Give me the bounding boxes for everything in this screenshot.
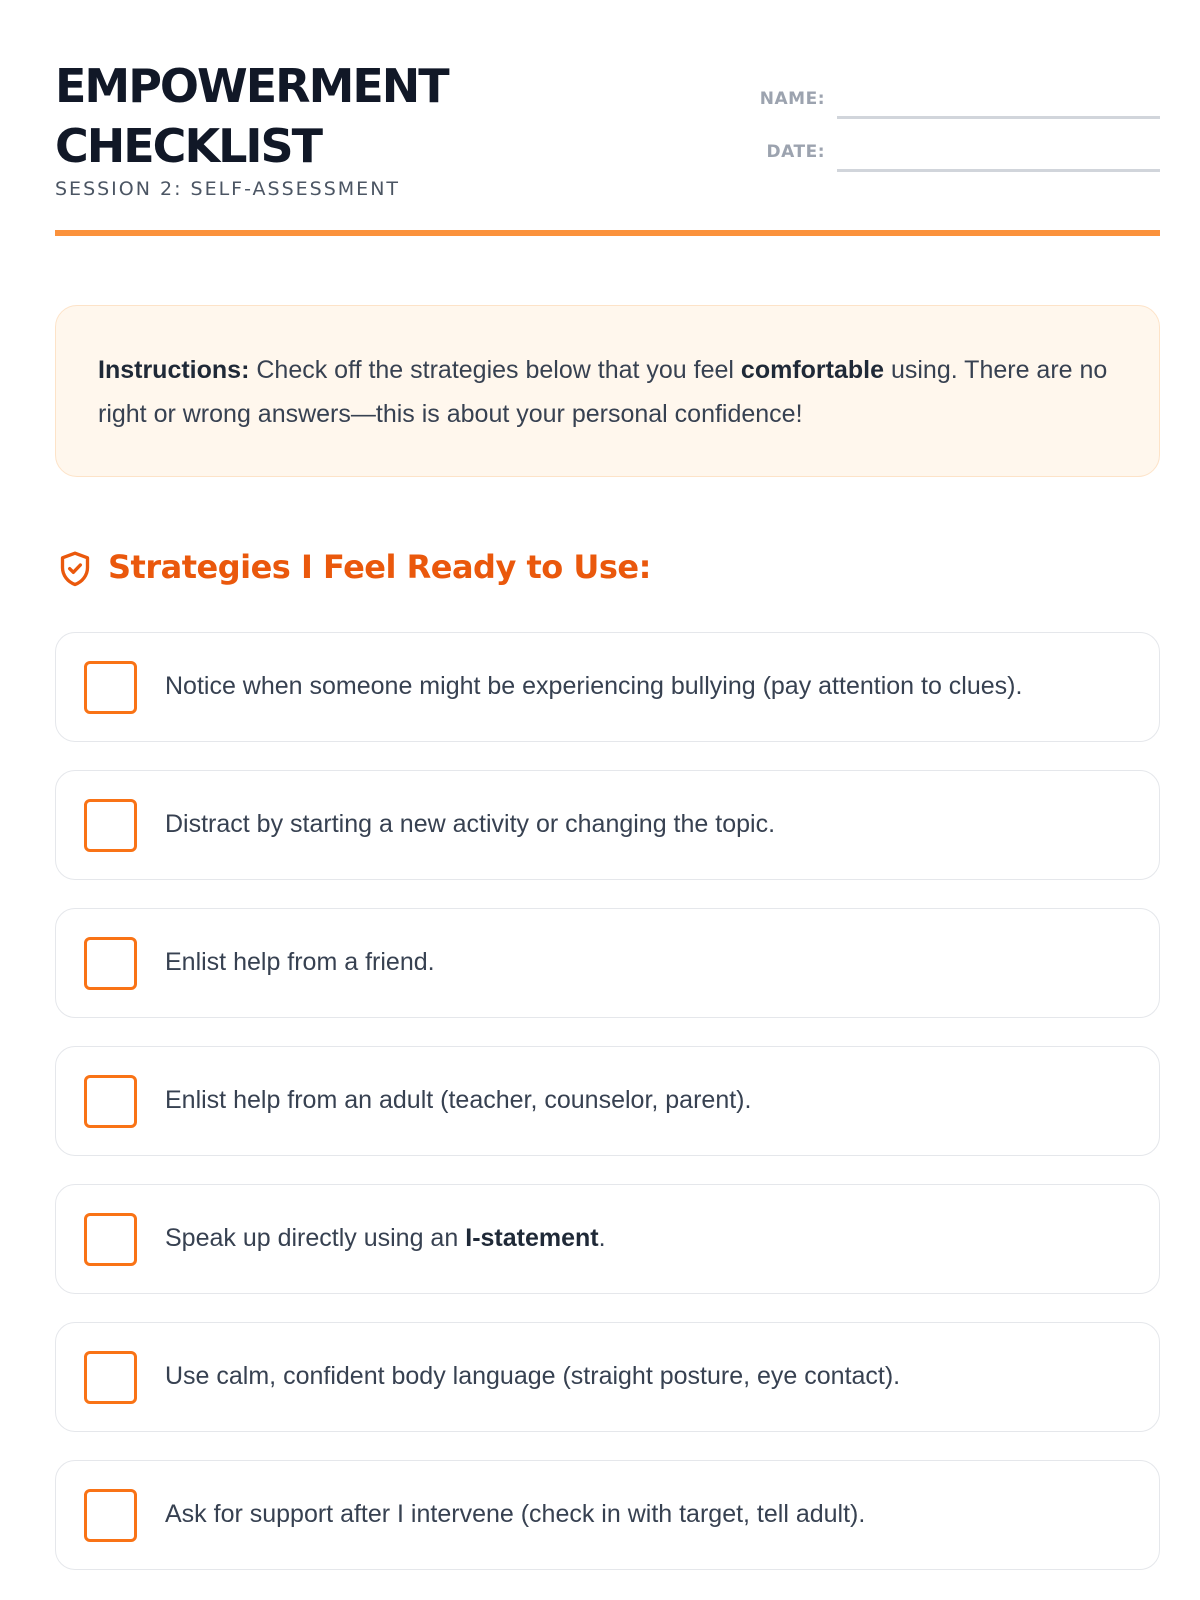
- name-field-row: [740, 86, 1160, 122]
- item-label: Notice when someone might be experiencing bullying (pay attention to clues).: [165, 672, 1023, 700]
- shield-check-icon: [55, 549, 95, 589]
- date-field-row: [740, 139, 1160, 175]
- item-label-bold: I-statement: [465, 1224, 599, 1252]
- instructions-text-before: Check off the strategies below that you feel: [256, 356, 734, 384]
- title-line-2: CHECKLIST: [55, 119, 322, 173]
- item-label: Use calm, confident body language (straight posture, eye contact).: [165, 1362, 901, 1390]
- date-label: DATE:: [766, 142, 825, 162]
- checklist-item-text: [165, 1047, 1129, 1154]
- checkbox[interactable]: [84, 937, 137, 990]
- page-title: [55, 56, 615, 176]
- date-field[interactable]: [837, 169, 1160, 172]
- checklist-item-text: [165, 1185, 1129, 1292]
- checklist-item: [55, 1046, 1160, 1156]
- instructions-label: Instructions:: [98, 356, 250, 384]
- checklist-item: [55, 632, 1160, 742]
- name-label: NAME:: [759, 89, 825, 109]
- checklist-item: [55, 908, 1160, 1018]
- title-line-1: EMPOWERMENT: [55, 59, 448, 113]
- session-subtitle: SESSION 2: SELF-ASSESSMENT: [55, 178, 401, 200]
- instructions-panel: [55, 305, 1160, 477]
- checkbox[interactable]: [84, 1075, 137, 1128]
- checklist-item-text: [165, 771, 1129, 878]
- item-label: Enlist help from a friend.: [165, 948, 435, 976]
- checkbox[interactable]: [84, 661, 137, 714]
- item-label-suffix: .: [598, 1224, 606, 1252]
- section-title: Strategies I Feel Ready to Use:: [108, 548, 651, 586]
- checklist-item-text: [165, 633, 1129, 740]
- checkbox[interactable]: [84, 1489, 137, 1542]
- instructions-text-after: using. There are no right or wrong answers—this is about your personal confidence!: [98, 356, 1108, 428]
- header-divider: [55, 230, 1160, 236]
- strategy-checklist: [55, 632, 1160, 1598]
- worksheet-header: [55, 56, 1160, 236]
- checklist-item-text: [165, 1323, 1129, 1430]
- checklist-item-text: [165, 909, 1129, 1016]
- item-label: Enlist help from an adult (teacher, counselor, parent).: [165, 1086, 752, 1114]
- checkbox[interactable]: [84, 799, 137, 852]
- checkbox[interactable]: [84, 1213, 137, 1266]
- checkbox[interactable]: [84, 1351, 137, 1404]
- instructions-emphasis: comfortable: [740, 356, 885, 384]
- section-heading: [55, 545, 1160, 593]
- name-field[interactable]: [837, 116, 1160, 119]
- item-label: Speak up directly using an: [165, 1224, 459, 1252]
- item-label: Ask for support after I intervene (check in with target, tell adult).: [165, 1500, 866, 1528]
- checklist-item: [55, 1322, 1160, 1432]
- checklist-item: [55, 1460, 1160, 1570]
- worksheet-page: [55, 0, 1160, 1600]
- checklist-item: [55, 770, 1160, 880]
- checklist-item-text: [165, 1461, 1129, 1568]
- item-label: Distract by starting a new activity or changing the topic.: [165, 810, 776, 838]
- checklist-item: [55, 1184, 1160, 1294]
